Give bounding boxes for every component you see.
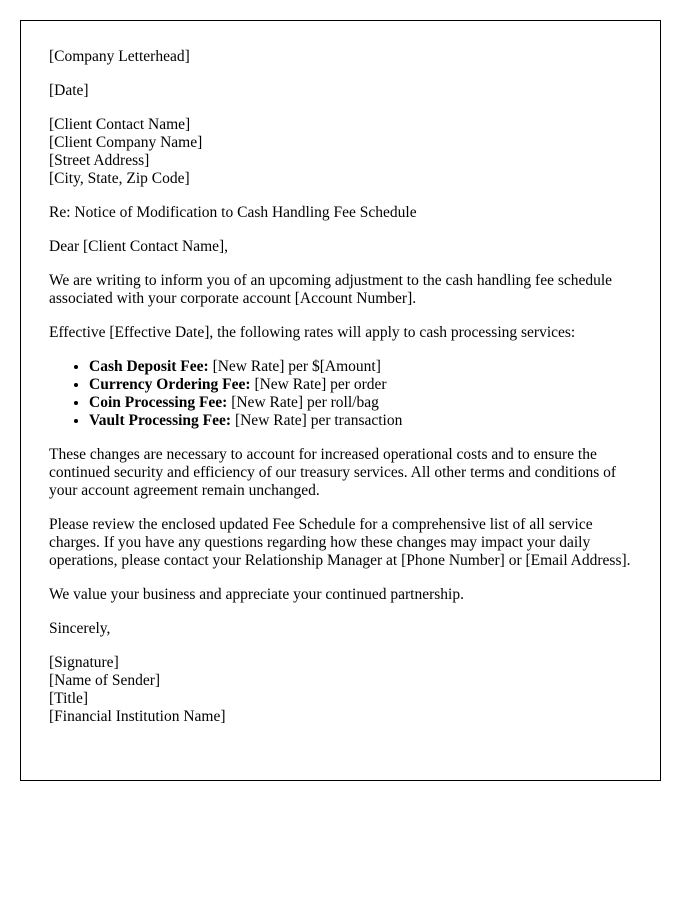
rate-item-vault-processing	[89, 412, 632, 430]
rate-item-coin-processing	[89, 394, 632, 412]
rate-value: [New Rate] per roll/bag	[227, 394, 379, 411]
recipient-company-name: [Client Company Name]	[49, 134, 203, 151]
recipient-address	[49, 116, 632, 188]
review-paragraph: Please review the enclosed updated Fee Schedule for a comprehensive list of all service charges. If you have any questions regarding how these changes may impact your daily operations, please contact your Relationship Manager at [Phone Number] or [Email Address].	[49, 516, 631, 569]
sender-title: [Title]	[49, 690, 89, 707]
closing-note: We value your business and appreciate your continued partnership.	[49, 586, 464, 603]
signature-block	[49, 654, 632, 726]
rate-value: [New Rate] per order	[250, 376, 387, 393]
rate-label: Vault Processing Fee:	[89, 412, 232, 429]
rate-list	[49, 358, 632, 430]
sender-name: [Name of Sender]	[49, 672, 161, 689]
rate-label: Cash Deposit Fee:	[89, 358, 209, 375]
recipient-street: [Street Address]	[49, 152, 150, 169]
recipient-contact-name: [Client Contact Name]	[49, 116, 191, 133]
rate-value: [New Rate] per transaction	[231, 412, 403, 429]
effective-paragraph: Effective [Effective Date], the following rates will apply to cash processing services:	[49, 324, 576, 341]
recipient-city-state-zip: [City, State, Zip Code]	[49, 170, 190, 187]
reason-paragraph: These changes are necessary to account for increased operational costs and to ensure the continued security and efficiency of our treasury services. All other terms and conditions of your account agreement remain unchanged.	[49, 446, 617, 499]
signature: [Signature]	[49, 654, 119, 671]
letter-page	[20, 20, 661, 781]
rate-label: Currency Ordering Fee:	[89, 376, 251, 393]
rate-value: [New Rate] per $[Amount]	[208, 358, 381, 375]
intro-paragraph: We are writing to inform you of an upcoming adjustment to the cash handling fee schedule associated with your corporate account [Account Number].	[49, 272, 613, 307]
rate-label: Coin Processing Fee:	[89, 394, 228, 411]
rate-item-currency-ordering	[89, 376, 632, 394]
salutation: Dear [Client Contact Name],	[49, 238, 229, 255]
rate-item-cash-deposit	[89, 358, 632, 376]
signoff: Sincerely,	[49, 620, 111, 637]
letterhead: [Company Letterhead]	[49, 48, 190, 65]
institution-name: [Financial Institution Name]	[49, 708, 226, 725]
subject-line: Re: Notice of Modification to Cash Handling Fee Schedule	[49, 204, 417, 221]
letter-date: [Date]	[49, 82, 89, 99]
